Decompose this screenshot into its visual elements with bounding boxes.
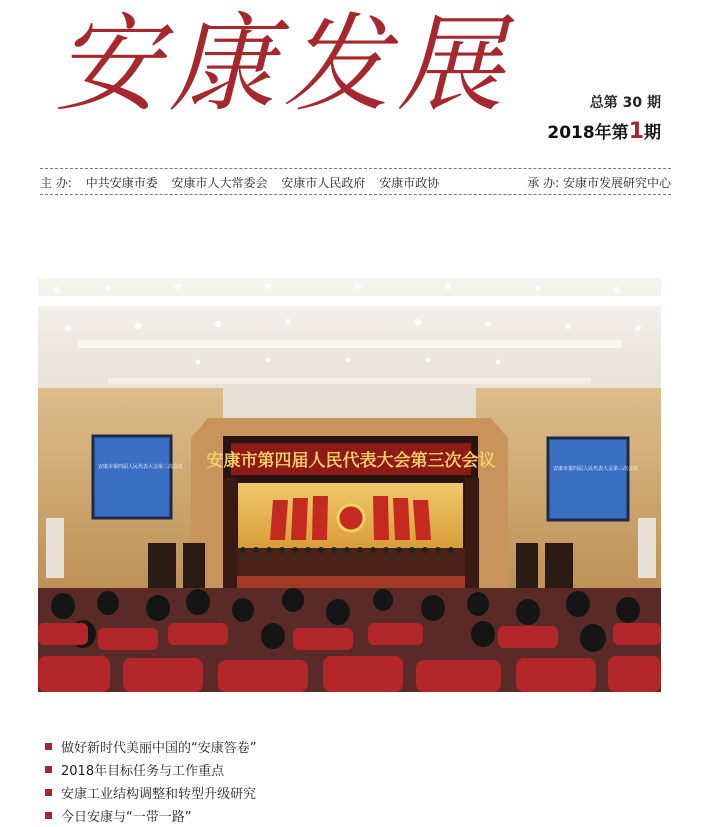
sponsor-bar (40, 173, 671, 191)
ceiling-beam (78, 340, 621, 348)
sponsor-org: 安康市政协 (379, 175, 440, 190)
issue-number (547, 118, 661, 144)
left-door (183, 543, 205, 591)
right-screen (548, 438, 628, 520)
sponsor-label: 主 办: (40, 175, 72, 190)
table-of-contents (45, 735, 256, 827)
undertaker-label: 承 办: (527, 175, 560, 190)
toc-item-title: 2018年目标任务与工作重点 (61, 764, 225, 779)
toc-item-title: 安康工业结构调整和转型升级研究 (61, 787, 257, 802)
issue-year-prefix: 2018年第 (547, 123, 629, 143)
sponsor-list (40, 174, 439, 191)
square-bullet-icon (45, 743, 52, 750)
right-window (638, 518, 656, 578)
banner-text: 安康市第四届人民代表大会第三次会议 (206, 451, 496, 471)
issue-number-suffix: 期 (644, 123, 661, 143)
sponsor-org: 中共安康市委 (85, 175, 158, 190)
square-bullet-icon (45, 812, 52, 819)
left-window (46, 518, 64, 578)
toc-item-title: 做好新时代美丽中国的“安康答卷” (61, 741, 257, 756)
issue-total-prefix: 总第 (589, 95, 618, 111)
undertaker-org: 安康市发展研究中心 (562, 175, 671, 190)
masthead-title: 安康发展 (55, 3, 511, 126)
issue-total-number: 30 (622, 95, 643, 111)
toc-item[interactable] (45, 758, 256, 781)
curtain-left (223, 478, 237, 588)
square-bullet-icon (45, 789, 52, 796)
toc-item[interactable] (45, 735, 256, 758)
curtain-right (465, 478, 479, 588)
toc-item-title: 今日安康与“一带一路” (61, 810, 192, 825)
left-screen (93, 436, 171, 518)
issue-total (590, 92, 661, 112)
national-emblem (338, 505, 364, 531)
toc-item[interactable] (45, 781, 256, 804)
square-bullet-icon (45, 766, 52, 773)
bottom-dashed-rule (40, 194, 671, 195)
top-dashed-rule (40, 168, 671, 169)
issue-total-suffix: 期 (647, 95, 661, 111)
ceiling-beam (38, 296, 661, 306)
right-door (516, 543, 538, 591)
issue-number-value: 1 (628, 119, 644, 144)
left-screen-text: 安康市第四届人民代表大会第三次会议 (98, 464, 184, 470)
sponsor-org: 安康市人民政府 (281, 175, 366, 190)
right-door (545, 543, 573, 591)
sponsor-org: 安康市人大常委会 (171, 175, 268, 190)
left-door (148, 543, 176, 591)
undertaker (527, 174, 671, 191)
ceiling-beam (108, 378, 591, 384)
cover-photo (38, 278, 661, 692)
toc-item[interactable] (45, 804, 256, 827)
right-screen-text: 安康市第四届人民代表大会第三次会议 (553, 466, 639, 472)
